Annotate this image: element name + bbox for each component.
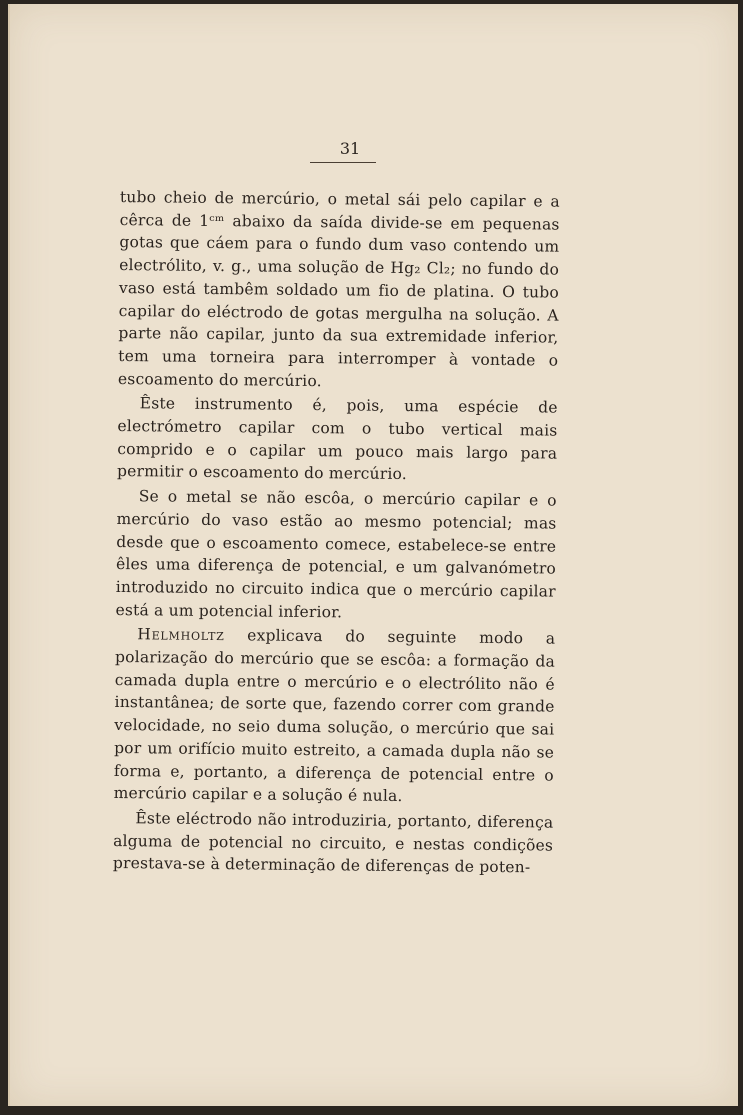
paragraph-4 bbox=[114, 623, 556, 809]
header-rule bbox=[310, 162, 376, 163]
paragraph-1: tubo cheio de mercúrio, o metal sái pelo capilar e a cêrca de 1ᶜᵐ abaixo da saída divide-se em pequenas gotas que cáem para o fundo dum vaso contendo um electrólito, v. g., uma solução de Hg₂ Cl₂; no fundo do vaso está tambêm soldado um fio de platina. O tubo capilar do eléctrodo de gotas mergulha na solução. A parte não capilar, junto da sua extremidade inferior, tem uma torneira para interromper à vontade o escoamento do mercúrio. bbox=[117, 187, 560, 390]
book-page bbox=[8, 4, 738, 1106]
body-text bbox=[113, 186, 560, 880]
paragraph-3: Se o metal se não escôa, o mercúrio capilar e o mercúrio do vaso estão ao mesmo potencial; mas desde que o escoamento comece, estabelece-se entre êles uma diferença de potencial, e um galvanómetro introduzido no circuito indica que o mercúrio capilar está a um potencial inferior. bbox=[115, 487, 557, 622]
paragraph-5: Êste eléctrodo não introduziria, portanto, diferença alguma de potencial no circuito, e nestas condições prestava-se à determinação de diferenças de poten- bbox=[112, 809, 554, 877]
page-number: 31 bbox=[339, 139, 361, 158]
author-name: Helmholtz bbox=[137, 625, 225, 645]
paragraph-4-text: explicava do seguinte modo a polarização do mercúrio que se escôa: a formação da camada dupla entre o mercúrio e o electrólito não é instantânea; de sorte que, fazendo correr com grande velocidade, no seio duma solução, o mercúrio que sai por um orifício muito estreito, a camada dupla não se forma e, portanto, a diferença de potencial entre o mercúrio capilar e a solução é nula. bbox=[113, 626, 556, 806]
paragraph-2: Êste instrumento é, pois, uma espécie de electrómetro capilar com o tubo vertical mais comprido e o capilar um pouco mais largo para permitir o escoamento do mercúrio. bbox=[116, 394, 558, 484]
